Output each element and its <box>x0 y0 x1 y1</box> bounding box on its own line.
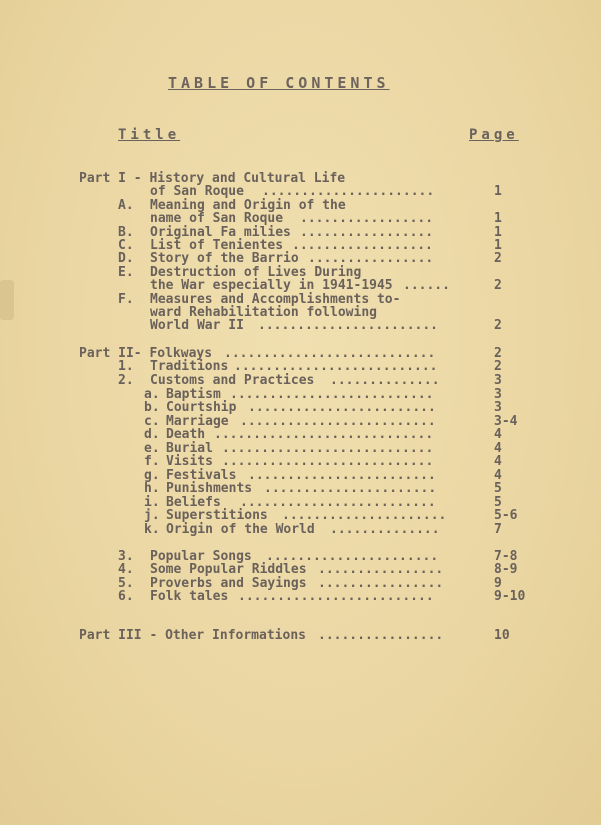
toc-page: 4 <box>494 454 502 469</box>
part-3-page: 10 <box>494 628 510 643</box>
toc-page: 2 <box>494 278 502 293</box>
toc-entry: Punishments <box>166 481 253 496</box>
part-1-page: 1 <box>494 184 502 199</box>
toc-key: 2. <box>118 373 134 388</box>
toc-entry: Beliefs <box>166 495 221 510</box>
leader-dots: ................ <box>318 628 444 643</box>
toc-page: 2 <box>494 318 502 333</box>
toc-key: E. <box>118 265 134 280</box>
toc-entry: Origin of the World <box>166 522 315 537</box>
toc-page: 9 <box>494 576 502 591</box>
toc-page: 3 <box>494 373 502 388</box>
toc-key: 3. <box>118 549 134 564</box>
toc-page: 8-9 <box>494 562 518 577</box>
part-2-heading: Part II- Folkways <box>79 346 213 361</box>
toc-entry: Original Fa milies <box>150 225 291 240</box>
toc-key: 1. <box>118 359 134 374</box>
toc-entry-cont: ward Rehabilitation following <box>150 305 377 320</box>
toc-page: 1 <box>494 211 502 226</box>
toc-entry: Some Popular Riddles <box>150 562 307 577</box>
leader-dots: ...................... <box>262 184 435 199</box>
leader-dots: ......................... <box>238 589 434 604</box>
toc-page: 7 <box>494 522 502 537</box>
toc-entry: List of Tenientes <box>150 238 284 253</box>
toc-key: i. <box>144 495 160 510</box>
leader-dots: ........................... <box>224 346 436 361</box>
toc-entry: Meaning and Origin of the <box>150 198 346 213</box>
toc-page: 5-6 <box>494 508 518 523</box>
toc-key: C. <box>118 238 134 253</box>
toc-entry: Burial <box>166 441 213 456</box>
toc-entry: Story of the Barrio <box>150 251 299 266</box>
column-header-page: Page <box>469 127 519 143</box>
leader-dots: ................ <box>318 562 444 577</box>
part-1-heading-cont: of San Roque <box>150 184 244 199</box>
leader-dots: ............................ <box>214 427 434 442</box>
toc-key: c. <box>144 414 160 429</box>
toc-key: f. <box>144 454 160 469</box>
toc-key: a. <box>144 387 160 402</box>
toc-key: A. <box>118 198 134 213</box>
leader-dots: ...................... <box>264 481 437 496</box>
leader-dots: ........................ <box>248 468 436 483</box>
toc-entry: Death <box>166 427 206 442</box>
toc-page: 4 <box>494 427 502 442</box>
leader-dots: ....................... <box>258 318 439 333</box>
toc-entry-cont: name of San Roque <box>150 211 284 226</box>
toc-key: k. <box>144 522 160 537</box>
part-1-heading: Part I - History and Cultural Life <box>79 171 346 186</box>
toc-key: e. <box>144 441 160 456</box>
toc-key: F. <box>118 292 134 307</box>
toc-key: 6. <box>118 589 134 604</box>
toc-entry: Measures and Accomplishments to- <box>150 292 401 307</box>
toc-entry: Visits <box>166 454 213 469</box>
toc-entry: Customs and Practices <box>150 373 315 388</box>
toc-entry: Folk tales <box>150 589 229 604</box>
leader-dots: .............. <box>330 373 440 388</box>
leader-dots: ........................... <box>222 441 434 456</box>
leader-dots: ..................... <box>282 508 447 523</box>
leader-dots: ................ <box>308 251 434 266</box>
leader-dots: ......................... <box>240 495 436 510</box>
leader-dots: .............. <box>330 522 440 537</box>
toc-page: 1 <box>494 225 502 240</box>
leader-dots: ........................ <box>248 400 436 415</box>
toc-page: 2 <box>494 251 502 266</box>
leader-dots: ................. <box>300 211 434 226</box>
toc-page: 1 <box>494 238 502 253</box>
toc-entry-cont: the War especially in 1941-1945 <box>150 278 393 293</box>
toc-key: j. <box>144 508 160 523</box>
leader-dots: ...... <box>403 278 450 293</box>
toc-entry: Popular Songs <box>150 549 252 564</box>
toc-key: 5. <box>118 576 134 591</box>
toc-page: 2 <box>494 359 502 374</box>
page-title: TABLE OF CONTENTS <box>168 74 390 92</box>
toc-entry: Superstitions <box>166 508 268 523</box>
leader-dots: .......................... <box>230 387 434 402</box>
leader-dots: .................. <box>292 238 433 253</box>
toc-page: 5 <box>494 481 502 496</box>
toc-entry: Baptism <box>166 387 221 402</box>
part-2-page: 2 <box>494 346 502 361</box>
leader-dots: ...................... <box>266 549 439 564</box>
leader-dots: .......................... <box>234 359 438 374</box>
toc-page: 3-4 <box>494 414 518 429</box>
toc-page: 9-10 <box>494 589 526 604</box>
toc-entry: Traditions <box>150 359 229 374</box>
toc-entry: Festivals <box>166 468 237 483</box>
column-header-title: Title <box>118 127 181 143</box>
toc-page: 7-8 <box>494 549 518 564</box>
toc-key: h. <box>144 481 160 496</box>
leader-dots: ................ <box>318 576 444 591</box>
paper-stain <box>0 280 14 320</box>
toc-page: 4 <box>494 468 502 483</box>
toc-entry: Courtship <box>166 400 237 415</box>
leader-dots: ................. <box>300 225 434 240</box>
toc-page: 3 <box>494 387 502 402</box>
part-3-heading: Part III - Other Informations <box>79 628 306 643</box>
toc-page: 4 <box>494 441 502 456</box>
toc-entry: Proverbs and Sayings <box>150 576 307 591</box>
toc-entry: Marriage <box>166 414 229 429</box>
toc-page: 5 <box>494 495 502 510</box>
leader-dots: ......................... <box>240 414 436 429</box>
toc-entry: Destruction of Lives During <box>150 265 362 280</box>
toc-key: d. <box>144 427 160 442</box>
toc-page: 3 <box>494 400 502 415</box>
toc-key: B. <box>118 225 134 240</box>
toc-key: D. <box>118 251 134 266</box>
leader-dots: ........................... <box>222 454 434 469</box>
toc-key: b. <box>144 400 160 415</box>
toc-entry-cont: World War II <box>150 318 244 333</box>
toc-key: g. <box>144 468 160 483</box>
toc-key: 4. <box>118 562 134 577</box>
